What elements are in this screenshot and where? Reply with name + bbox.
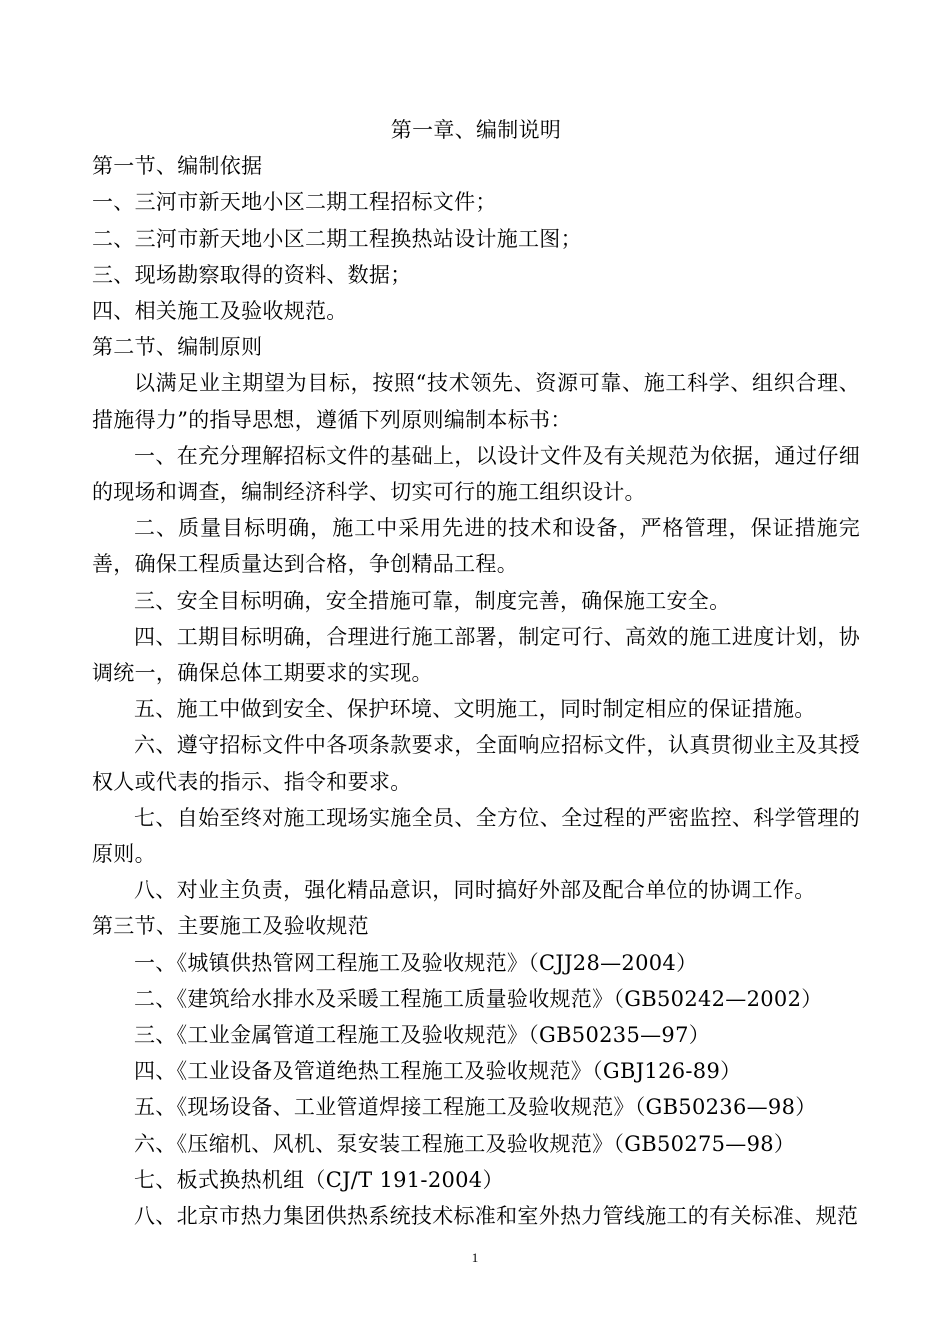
list-item: 五、施工中做到安全、保护环境、文明施工，同时制定相应的保证措施。	[134, 697, 816, 722]
paragraph: 以满足业主期望为目标，按照“技术领先、资源可靠、施工科学、组织合理、措施得力”的指导思想，遵循下列原则编制本标书：	[92, 371, 860, 432]
list-item: 四、工期目标明确，合理进行施工部署，制定可行、高效的施工进度计划，协调统一，确保总体工期要求的实现。	[92, 624, 860, 686]
list-item: 三、安全目标明确，安全措施可靠，制度完善，确保施工安全。	[134, 588, 731, 613]
list-item: 八、北京市热力集团供热系统技术标准和室外热力管线施工的有关标准、规范	[134, 1204, 859, 1229]
list-item: 一、在充分理解招标文件的基础上，以设计文件及有关规范为依据，通过仔细的现场和调查，编制经济科学、切实可行的施工组织设计。	[92, 443, 860, 505]
list-item: 二、三河市新天地小区二期工程换热站设计施工图；	[92, 226, 582, 251]
list-item: 七、自始至终对施工现场实施全员、全方位、全过程的严密监控、科学管理的原则。	[92, 805, 860, 867]
page-number: 1	[471, 1250, 479, 1265]
list-item: 二、质量目标明确，施工中采用先进的技术和设备，严格管理，保证措施完善，确保工程质量达到合格，争创精品工程。	[92, 516, 860, 577]
chapter-title: 第一章、编制说明	[390, 118, 562, 142]
list-item: 四、相关施工及验收规范。	[92, 299, 348, 324]
list-item: 四、《工业设备及管道绝热工程施工及验收规范》（GBJ126-89）	[134, 1059, 742, 1084]
list-item: 二、《建筑给水排水及采暖工程施工质量验收规范》（GB50242—2002）	[134, 986, 823, 1011]
list-item: 八、对业主负责，强化精品意识，同时搞好外部及配合单位的协调工作。	[134, 878, 816, 903]
section-heading: 第二节、编制原则	[92, 335, 263, 360]
list-item: 六、遵守招标文件中各项条款要求，全面响应招标文件，认真贯彻业主及其授权人或代表的指示、指令和要求。	[92, 733, 860, 794]
section-heading: 第三节、主要施工及验收规范	[92, 914, 369, 939]
document-body	[92, 112, 860, 1234]
list-item: 七、板式换热机组（CJ/T 191-2004）	[134, 1167, 504, 1192]
list-item: 一、三河市新天地小区二期工程招标文件；	[92, 190, 497, 215]
section-heading: 第一节、编制依据	[92, 154, 263, 179]
list-item: 六、《压缩机、风机、泵安装工程施工及验收规范》（GB50275—98）	[134, 1131, 796, 1156]
list-item: 三、现场勘察取得的资料、数据；	[92, 262, 412, 287]
list-item: 五、《现场设备、工业管道焊接工程施工及验收规范》（GB50236—98）	[134, 1095, 817, 1120]
list-item: 一、《城镇供热管网工程施工及验收规范》（CJJ28—2004）	[134, 950, 698, 975]
list-item: 三、《工业金属管道工程施工及验收规范》（GB50235—97）	[134, 1023, 711, 1048]
